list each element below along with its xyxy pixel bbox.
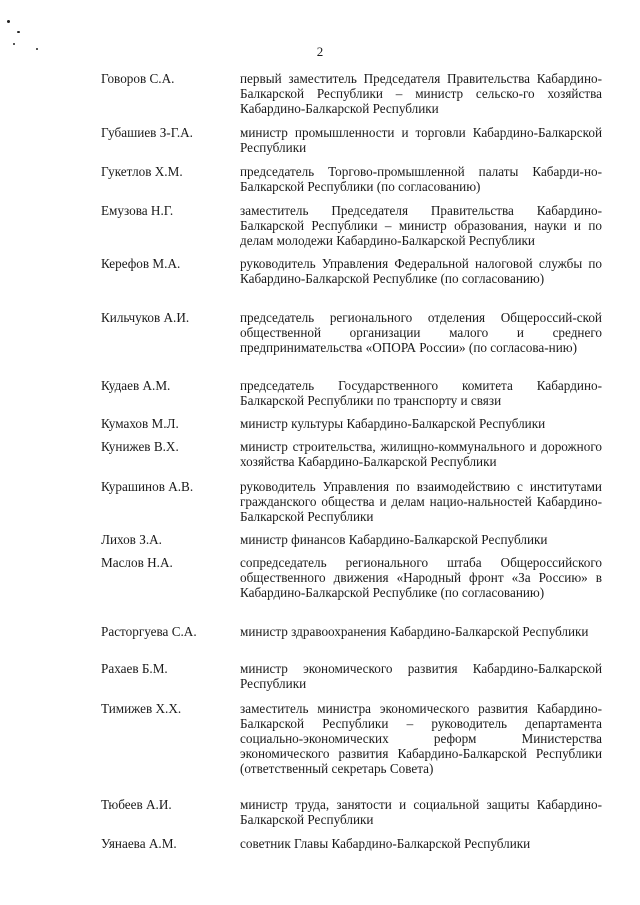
member-role: заместитель Председателя Правительства Кабардино-Балкарской Республики – министр образования, науки и по делам молодежи Кабардино-Балкарской Республики xyxy=(240,203,602,248)
member-role: министр строительства, жилищно-коммунального и дорожного хозяйства Кабардино-Балкарской Республики xyxy=(240,439,602,469)
member-role: советник Главы Кабардино-Балкарской Республики xyxy=(240,836,531,851)
member-role: председатель регионального отделения Общероссий-ской общественной организации малого и среднего предпринимательства «ОПОРА России» (по согласова-нию) xyxy=(240,310,602,355)
member-name: Кумахов М.Л. xyxy=(101,416,179,431)
member-name: Тимижев Х.Х. xyxy=(101,701,182,716)
member-role: руководитель Управления Федеральной налоговой службы по Кабардино-Балкарской Республике (по согласованию) xyxy=(240,256,602,286)
member-name: Уянаева А.М. xyxy=(101,836,177,851)
member-name: Кильчуков А.И. xyxy=(101,310,190,325)
member-role: министр экономического развития Кабардино-Балкарской Республики xyxy=(240,661,602,691)
member-name: Гукетлов Х.М. xyxy=(101,164,183,179)
member-role: министр культуры Кабардино-Балкарской Республики xyxy=(240,416,546,431)
member-name: Лихов З.А. xyxy=(101,532,162,547)
member-role: председатель Государственного комитета Кабардино-Балкарской Республики по транспорту и связи xyxy=(240,378,602,408)
member-name: Курашинов А.В. xyxy=(101,479,194,494)
member-role: министр труда, занятости и социальной защиты Кабардино-Балкарской Республики xyxy=(240,797,602,827)
member-name: Рахаев Б.М. xyxy=(101,661,168,676)
member-name: Кудаев А.М. xyxy=(101,378,171,393)
member-name: Губашиев З-Г.А. xyxy=(101,125,193,140)
member-role: руководитель Управления по взаимодействию с институтами гражданского общества и делам нацио-нальностей Кабардино-Балкарской Республики xyxy=(240,479,602,524)
member-name: Маслов Н.А. xyxy=(101,555,173,570)
member-role: первый заместитель Председателя Правительства Кабардино-Балкарской Республики – министр сельско-го хозяйства Кабардино-Балкарской Республики xyxy=(240,71,602,116)
member-role: министр здравоохранения Кабардино-Балкарской Республики xyxy=(240,624,589,639)
member-name: Керефов М.А. xyxy=(101,256,181,271)
member-name: Расторгуева С.А. xyxy=(101,624,197,639)
member-role: сопредседатель регионального штаба Общероссийского общественного движения «Народный фронт «За Россию» в Кабардино-Балкарской Республике (по согласованию) xyxy=(240,555,602,600)
member-role: заместитель министра экономического развития Кабардино-Балкарской Республики – руководитель департамента социально-экономических реформ Министерства экономического развития Кабардино-Балкарской Республики (ответственный секретарь Совета) xyxy=(240,701,602,776)
member-name: Говоров С.А. xyxy=(101,71,175,86)
member-role: министр промышленности и торговли Кабардино-Балкарской Республики xyxy=(240,125,602,155)
page-number: 2 xyxy=(316,44,324,59)
member-name: Кунижев В.Х. xyxy=(101,439,179,454)
member-role: министр финансов Кабардино-Балкарской Республики xyxy=(240,532,548,547)
member-name: Тюбеев А.И. xyxy=(101,797,172,812)
member-name: Емузова Н.Г. xyxy=(101,203,174,218)
member-role: председатель Торгово-промышленной палаты Кабарди-но-Балкарской Республики (по согласованию) xyxy=(240,164,602,194)
